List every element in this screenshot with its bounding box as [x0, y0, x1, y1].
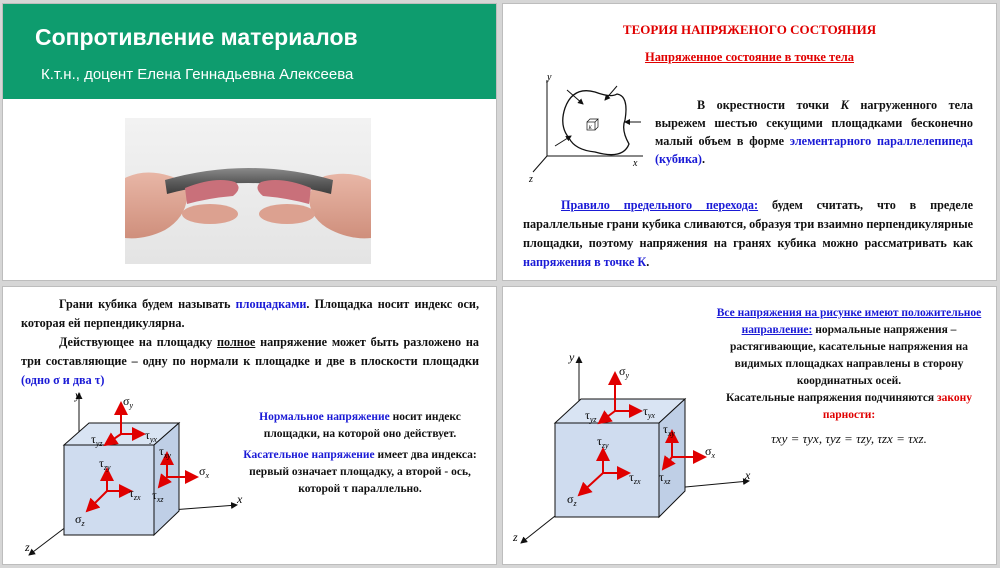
- sigma-z-label: $\sigma_z$: [75, 512, 85, 528]
- highlight-pairing-law: закону парности:: [822, 392, 973, 421]
- paragraph-limit-rule: Правило предельного перехода: будем считать, что в пределе параллельные грани кубика сливаются, образуя три взаимно перпендикулярные площадки, поэтому напряжения на гранях кубика можно рассматривать как напряжения в точке К.: [523, 198, 973, 269]
- faces-definition-text: Грани кубика будем называть площадками. Площадка носит индекс оси, которая ей перпендикулярна. Действующее на площадку полное напряжение может быть разложено на три составляющие – одну по нормали к площадке и две в плоскости площадки (одно σ и два τ): [21, 297, 479, 387]
- highlight-normal-stress: Нормальное напряжение: [259, 411, 390, 423]
- author-line: К.т.н., доцент Елена Геннадьевна Алексеева: [41, 66, 354, 83]
- slide-positive-directions[interactable]: [502, 286, 997, 565]
- point-k-label: K: [588, 126, 592, 131]
- tau-yx-label: $\tau_{yx}$: [643, 404, 655, 420]
- slide-heading: ТЕОРИЯ НАПРЯЖЕНОГО СОСТОЯНИЯ: [622, 22, 877, 37]
- axis-y-label: y: [569, 350, 575, 364]
- slide-subheading: Напряженное состояние в точке тела: [644, 50, 854, 64]
- sigma-x-label: $\sigma_x$: [705, 444, 716, 460]
- sigma-y-label: $\sigma_y$: [123, 394, 134, 410]
- axis-x-label: x: [745, 468, 751, 482]
- highlight-positive-direction: Все напряжения на рисунке имеют положительное направление:: [716, 307, 982, 336]
- tau-xz-label: $\tau_{xz}$: [152, 488, 164, 504]
- course-title: Сопротивление материалов: [35, 24, 358, 50]
- title-header-band: [3, 4, 496, 99]
- highlight-parallelepiped: элементарного параллелепипеда (кубика): [655, 134, 973, 166]
- tau-xz-label: $\tau_{xz}$: [659, 470, 671, 486]
- highlight-shear-stress: Касательное напряжение: [243, 449, 375, 461]
- tau-zy-label: $\tau_{zy}$: [597, 434, 609, 450]
- highlight-limit-rule: Правило предельного перехода:: [561, 198, 759, 212]
- highlight-faces: площадками: [235, 297, 307, 311]
- axis-z-label: z: [513, 530, 518, 544]
- axis-y-label: y: [75, 388, 81, 402]
- stress-index-explanation: Нормальное напряжение носит индекс площадки, на которой оно действует. Касательное напряжение имеет два индекса: первый означает площадку, а второй - ось, которой τ параллельно.: [243, 411, 477, 495]
- slide-title[interactable]: [2, 3, 497, 281]
- stress-cube-diagram-left: [9, 387, 249, 562]
- sigma-y-label: $\sigma_y$: [619, 364, 630, 380]
- sigma-x-label: $\sigma_x$: [199, 464, 210, 480]
- underline-full: полное: [217, 335, 256, 349]
- loaded-body-diagram: [525, 68, 653, 186]
- axis-x-label: x: [633, 158, 638, 169]
- tau-xy-label: $\tau_{xy}$: [159, 444, 171, 460]
- tau-zy-label: $\tau_{zy}$: [99, 456, 111, 472]
- highlight-stress-at-point: напряжения в точке К: [523, 255, 647, 269]
- tau-xy-label: $\tau_{xy}$: [663, 422, 675, 438]
- highlight-components: (одно σ и два τ): [21, 373, 105, 387]
- sigma-z-label: $\sigma_z$: [567, 492, 577, 508]
- tau-yx-label: $\tau_{yx}$: [145, 428, 157, 444]
- bent-phone-photo: [125, 118, 371, 264]
- axis-z-label: z: [25, 540, 30, 554]
- axis-y-label: y: [547, 72, 552, 83]
- tau-zx-label: $\tau_{zx}$: [129, 486, 141, 502]
- axis-x-label: x: [237, 492, 243, 506]
- slide-cube-faces[interactable]: [2, 286, 497, 565]
- tau-yz-label: $\tau_{yz}$: [585, 408, 597, 424]
- tau-zx-label: $\tau_{zx}$: [629, 470, 641, 486]
- positive-direction-text: Все напряжения на рисунке имеют положительное направление: нормальные напряжения – растягивающие, касательные напряжения на видимых площадках направлены в сторону координатных осей. Касательные напряжения подчиняются закону парности:: [716, 307, 982, 421]
- tau-yz-label: $\tau_{yz}$: [91, 432, 103, 448]
- pairing-law-formula: τxy = τyx, τyz = τzy, τzx = τxz.: [771, 431, 927, 446]
- axis-z-label: z: [529, 174, 533, 185]
- slide-stress-state-theory[interactable]: [502, 3, 997, 281]
- paragraph-cut-cube: В окрестности точки К нагруженного тела вырежем шестью секущими площадками бесконечно малый объем в форме элементарного параллелепипеда (кубика).: [655, 98, 973, 166]
